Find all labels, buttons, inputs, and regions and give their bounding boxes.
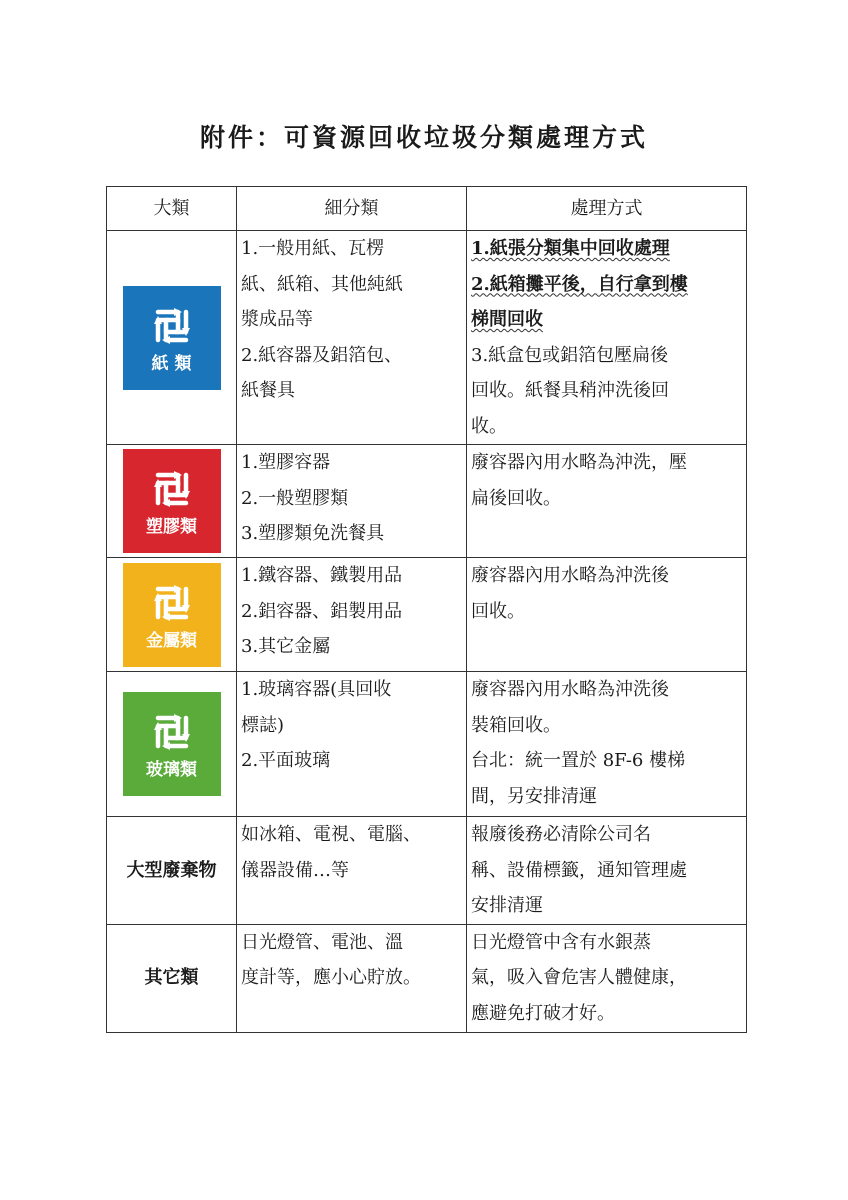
category-cell-metal [107,558,237,672]
subcategory-line: 1.塑膠容器 [241,452,331,473]
subcategory-line: 如冰箱、電視、電腦、 [241,824,421,845]
subcategory-cell [237,924,467,1032]
subcategory-cell [237,558,467,672]
subcategory-line: 3.塑膠類免洗餐具 [241,523,385,544]
method-cell [467,924,747,1032]
method-line: 1.紙張分類集中回收處理 [471,238,670,259]
subcategory-line: 2.紙容器及鋁箔包、 [241,344,403,366]
paper-badge [123,286,221,390]
subcategory-line: 度計等，應小心貯放。 [241,967,421,988]
subcategory-line: 日光燈管、電池、溫 [241,931,403,953]
subcategory-line: 標誌) [241,714,285,736]
subcategory-line: 1.玻璃容器(具回收 [241,679,392,700]
category-cell-plastic [107,445,237,558]
subcategory-line: 2.一般塑膠類 [241,487,349,509]
method-line: 台北：統一置於 8F-6 樓梯 [471,750,686,771]
method-line: 稱、設備標籤，通知管理處 [471,859,687,881]
method-line: 裝箱回收。 [471,714,561,736]
header-subcategory: 細分類 [237,187,467,231]
method-cell [467,672,747,817]
method-line: 梯間回收 [471,309,543,330]
method-cell [467,558,747,672]
category-cell-large-waste [107,817,237,925]
category-label: 玻璃類 [146,760,197,780]
category-label: 金屬類 [146,630,197,651]
table-row [107,445,747,558]
subcategory-line: 1.一般用紙、瓦楞 [241,238,385,259]
method-line: 氣，吸入會危害人體健康， [471,967,687,988]
category-label: 大型廢棄物 [126,859,217,881]
metal-badge [123,563,221,667]
method-line: 2.紙箱攤平後，自行拿到樓 [471,273,688,295]
subcategory-cell [237,672,467,817]
table-row [107,231,747,445]
subcategory-line: 1.鐵容器、鐵製用品 [241,565,403,586]
category-cell-other [107,924,237,1032]
method-line: 間，另安排清運 [471,785,597,807]
method-line: 廢容器內用水略為沖洗後 [471,679,669,700]
subcategory-cell [237,817,467,925]
recycling-table [106,186,747,1033]
subcategory-line: 3.其它金屬 [241,636,331,657]
subcategory-line: 2.平面玻璃 [241,750,331,771]
category-label: 塑膠類 [146,517,197,537]
method-line: 收。 [471,415,507,437]
method-line: 扁後回收。 [471,487,561,509]
method-line: 回收。 [471,600,525,622]
category-label: 紙 類 [151,353,192,374]
plastic-badge [123,449,221,553]
recycle-paper-icon [148,302,196,350]
method-line: 廢容器內用水略為沖洗，壓 [471,452,687,473]
recycle-glass-icon [148,708,196,756]
category-label: 其它類 [144,967,199,989]
subcategory-cell [237,231,467,445]
method-line: 回收。紙餐具稍沖洗後回 [471,380,669,401]
header-category: 大類 [107,187,237,231]
subcategory-line: 儀器設備…等 [241,859,349,881]
table-row [107,817,747,925]
method-line: 3.紙盒包或鋁箔包壓扁後 [471,344,669,366]
subcategory-line: 紙餐具 [241,380,295,401]
method-cell [467,445,747,558]
method-cell [467,817,747,925]
subcategory-line: 漿成品等 [241,309,313,330]
subcategory-line: 紙、紙箱、其他純紙 [241,273,403,295]
method-line: 安排清運 [471,895,543,916]
subcategory-line: 2.鋁容器、鋁製用品 [241,600,403,622]
method-line: 廢容器內用水略為沖洗後 [471,565,669,586]
glass-badge [123,692,221,796]
method-line: 報廢後務必清除公司名 [471,824,651,845]
method-line: 日光燈管中含有水銀蒸 [471,931,651,953]
recycle-metal-icon [148,579,196,627]
table-row [107,558,747,672]
category-cell-glass [107,672,237,817]
subcategory-cell [237,445,467,558]
method-cell [467,231,747,445]
table-row [107,672,747,817]
header-method: 處理方式 [467,187,747,231]
category-cell-paper [107,231,237,445]
table-row [107,924,747,1032]
method-line: 應避免打破才好。 [471,1002,615,1024]
page-title: 附件：可資源回收垃圾分類處理方式 [199,123,648,152]
table-header-row [107,187,747,231]
recycle-plastic-icon [148,465,196,513]
